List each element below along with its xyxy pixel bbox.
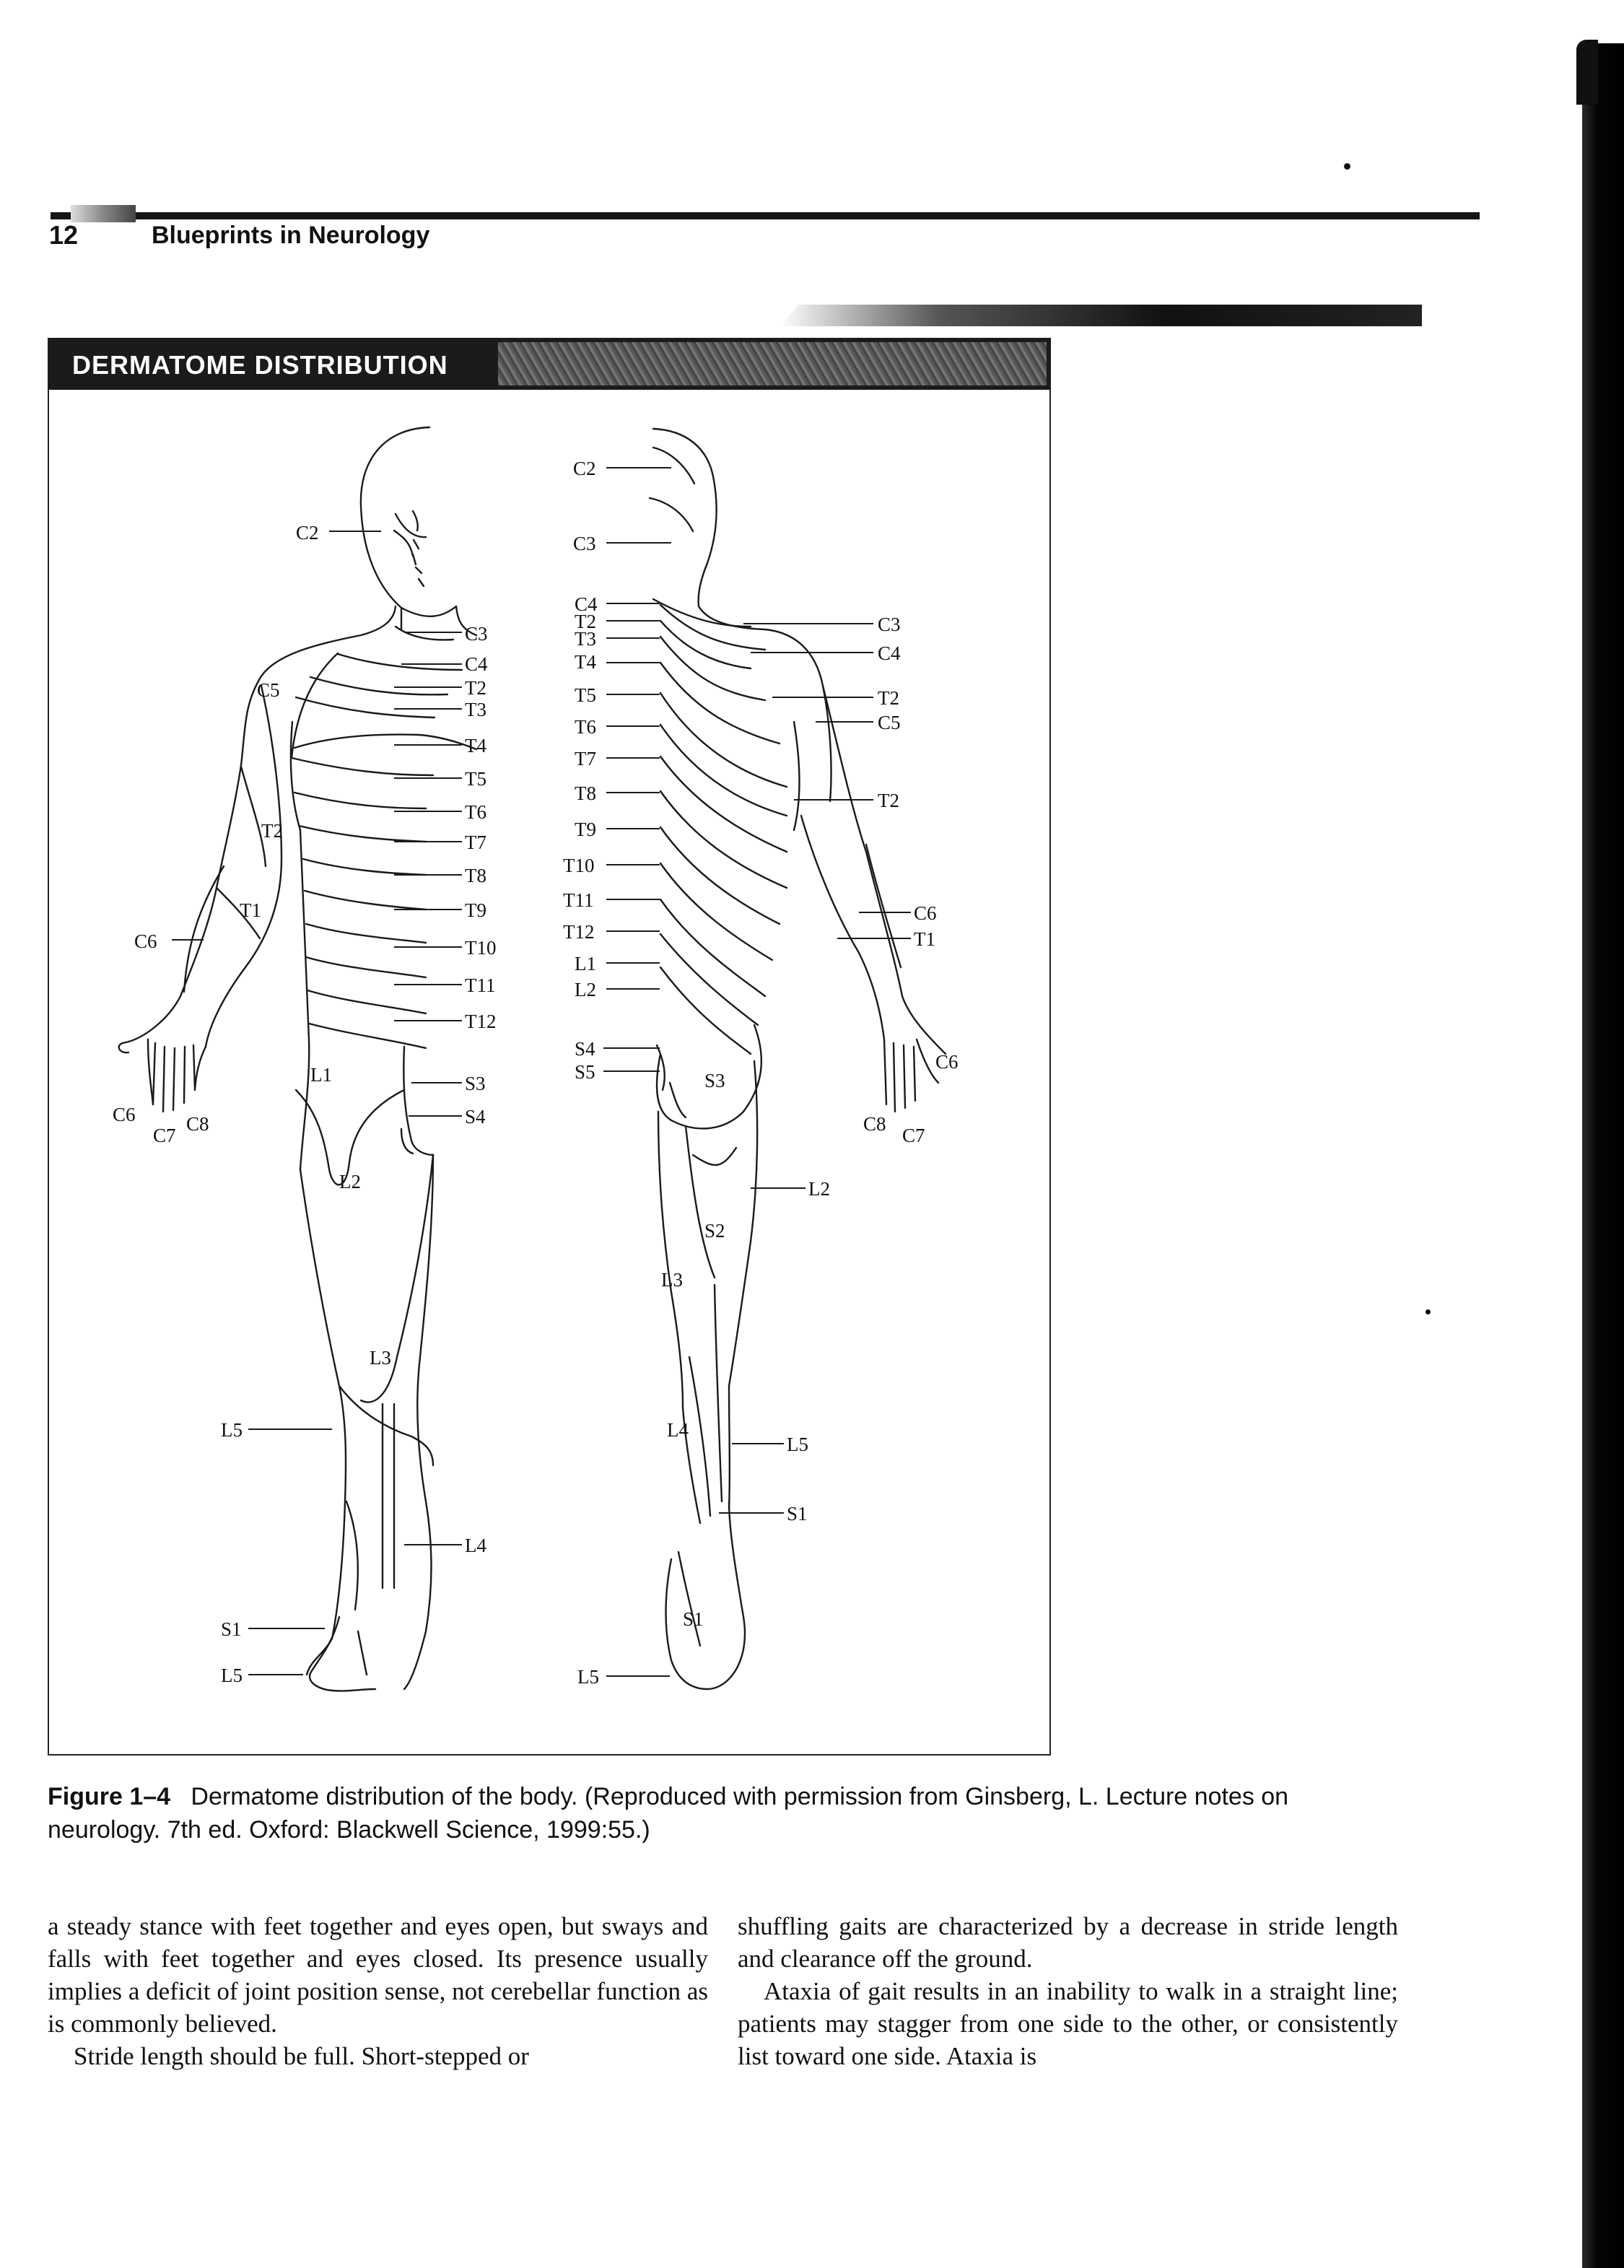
front-label-c7: C7 — [153, 1125, 176, 1146]
back-label-t8: T8 — [575, 782, 596, 804]
front-label-t7: T7 — [465, 832, 486, 853]
back-label-t10: T10 — [563, 855, 595, 876]
back-label-l4: L4 — [667, 1419, 689, 1441]
front-label-l2: L2 — [339, 1171, 361, 1192]
body-paragraph: a steady stance with feet together and eyes open, but sways and falls with feet together and eyes closed. Its presence usually implies a deficit of joint position sense, not cerebellar function as is commonly believed. — [48, 1912, 708, 2038]
back-label-t11: T11 — [563, 889, 594, 911]
figure-caption-label: Figure 1–4 — [48, 1783, 171, 1810]
back-label-l2: L2 — [575, 979, 596, 1000]
back-label-t1-right: T1 — [914, 928, 935, 950]
back-label-c8: C8 — [863, 1113, 886, 1135]
body-paragraph: Ataxia of gait results in an inability to walk in a straight line; patients may stagger from one side to the other, or consistently list toward one side. Ataxia is — [738, 1977, 1398, 2070]
front-label-t11: T11 — [465, 974, 496, 996]
front-label-t12: T12 — [465, 1011, 497, 1032]
front-label-l5-thigh: L5 — [221, 1419, 243, 1441]
front-label-t1: T1 — [240, 899, 261, 921]
back-label-s5: S5 — [575, 1061, 595, 1083]
body-paragraph: Stride length should be full. Short-stepped or — [74, 2042, 529, 2070]
back-label-c5-right: C5 — [878, 712, 901, 733]
front-label-c3: C3 — [465, 623, 488, 645]
back-label-c2: C2 — [573, 458, 596, 479]
back-label-t2-right: T2 — [878, 687, 899, 709]
back-label-l2-right: L2 — [808, 1178, 830, 1200]
front-label-s3: S3 — [465, 1073, 486, 1094]
back-label-c4-right: C4 — [878, 642, 901, 664]
front-label-c6: C6 — [134, 930, 157, 952]
back-label-c3: C3 — [573, 533, 596, 554]
front-label-c2: C2 — [296, 522, 319, 544]
front-label-t9: T9 — [465, 899, 486, 921]
body-paragraph: shuffling gaits are characterized by a decrease in stride length and clearance off the ground. — [738, 1912, 1398, 1973]
back-label-c7: C7 — [902, 1125, 925, 1146]
back-label-c3-right: C3 — [878, 614, 901, 635]
back-label-s1-right: S1 — [787, 1503, 808, 1525]
back-label-t5: T5 — [575, 684, 596, 706]
back-label-t7: T7 — [575, 748, 596, 769]
front-label-l5-foot: L5 — [221, 1665, 243, 1686]
body-column-left — [48, 1910, 708, 2072]
back-label-l1: L1 — [575, 953, 596, 974]
front-label-t4: T4 — [465, 735, 486, 756]
front-label-s4: S4 — [465, 1106, 486, 1128]
front-label-t8: T8 — [465, 865, 486, 886]
back-label-c4: C4 — [575, 593, 598, 615]
figure-title: DERMATOME DISTRIBUTION — [72, 350, 448, 380]
back-label-l3: L3 — [661, 1269, 683, 1291]
page-number: 12 — [49, 220, 79, 250]
back-label-s3: S3 — [704, 1070, 725, 1091]
front-label-t2-right: T2 — [465, 677, 486, 699]
back-label-c6-right: C6 — [914, 902, 937, 924]
front-label-l1: L1 — [310, 1064, 332, 1086]
back-label-s1-foot: S1 — [683, 1608, 704, 1630]
figure-caption-text: Dermatome distribution of the body. (Reproduced with permission from Ginsberg, L. Lecture notes on neurology. 7th ed. Oxford: Blackwell Science, 1999:55.) — [48, 1783, 1289, 1844]
front-label-c6-hand: C6 — [113, 1104, 136, 1125]
back-label-t12: T12 — [563, 921, 595, 943]
front-label-t2: T2 — [261, 820, 283, 842]
back-label-t2-arm: T2 — [878, 790, 899, 811]
back-label-t4: T4 — [575, 651, 596, 673]
back-label-l5-foot: L5 — [577, 1666, 599, 1688]
body-column-right — [738, 1910, 1398, 2072]
front-label-t6: T6 — [465, 801, 486, 823]
back-label-s2: S2 — [704, 1220, 725, 1242]
back-label-c6-hand: C6 — [935, 1051, 959, 1073]
front-label-t10: T10 — [465, 937, 497, 959]
back-label-s4: S4 — [575, 1038, 595, 1060]
front-body-figure — [119, 427, 476, 1691]
front-label-t5: T5 — [465, 768, 486, 790]
front-label-c5: C5 — [257, 679, 280, 701]
back-body-figure — [650, 429, 946, 1689]
front-labels — [113, 522, 497, 1686]
front-label-s1: S1 — [221, 1618, 242, 1640]
front-label-l4: L4 — [465, 1535, 486, 1556]
back-label-t3: T3 — [575, 628, 596, 650]
running-head: Blueprints in Neurology — [152, 222, 430, 249]
front-label-l3: L3 — [370, 1347, 391, 1369]
back-label-t6: T6 — [575, 716, 596, 738]
front-label-c4: C4 — [465, 653, 488, 675]
back-label-t9: T9 — [575, 819, 596, 840]
figure-caption — [48, 1780, 1405, 1846]
back-label-t2: T2 — [575, 611, 596, 632]
front-label-t3: T3 — [465, 699, 486, 720]
back-label-l5-right: L5 — [787, 1434, 808, 1455]
front-label-c8: C8 — [186, 1113, 209, 1135]
